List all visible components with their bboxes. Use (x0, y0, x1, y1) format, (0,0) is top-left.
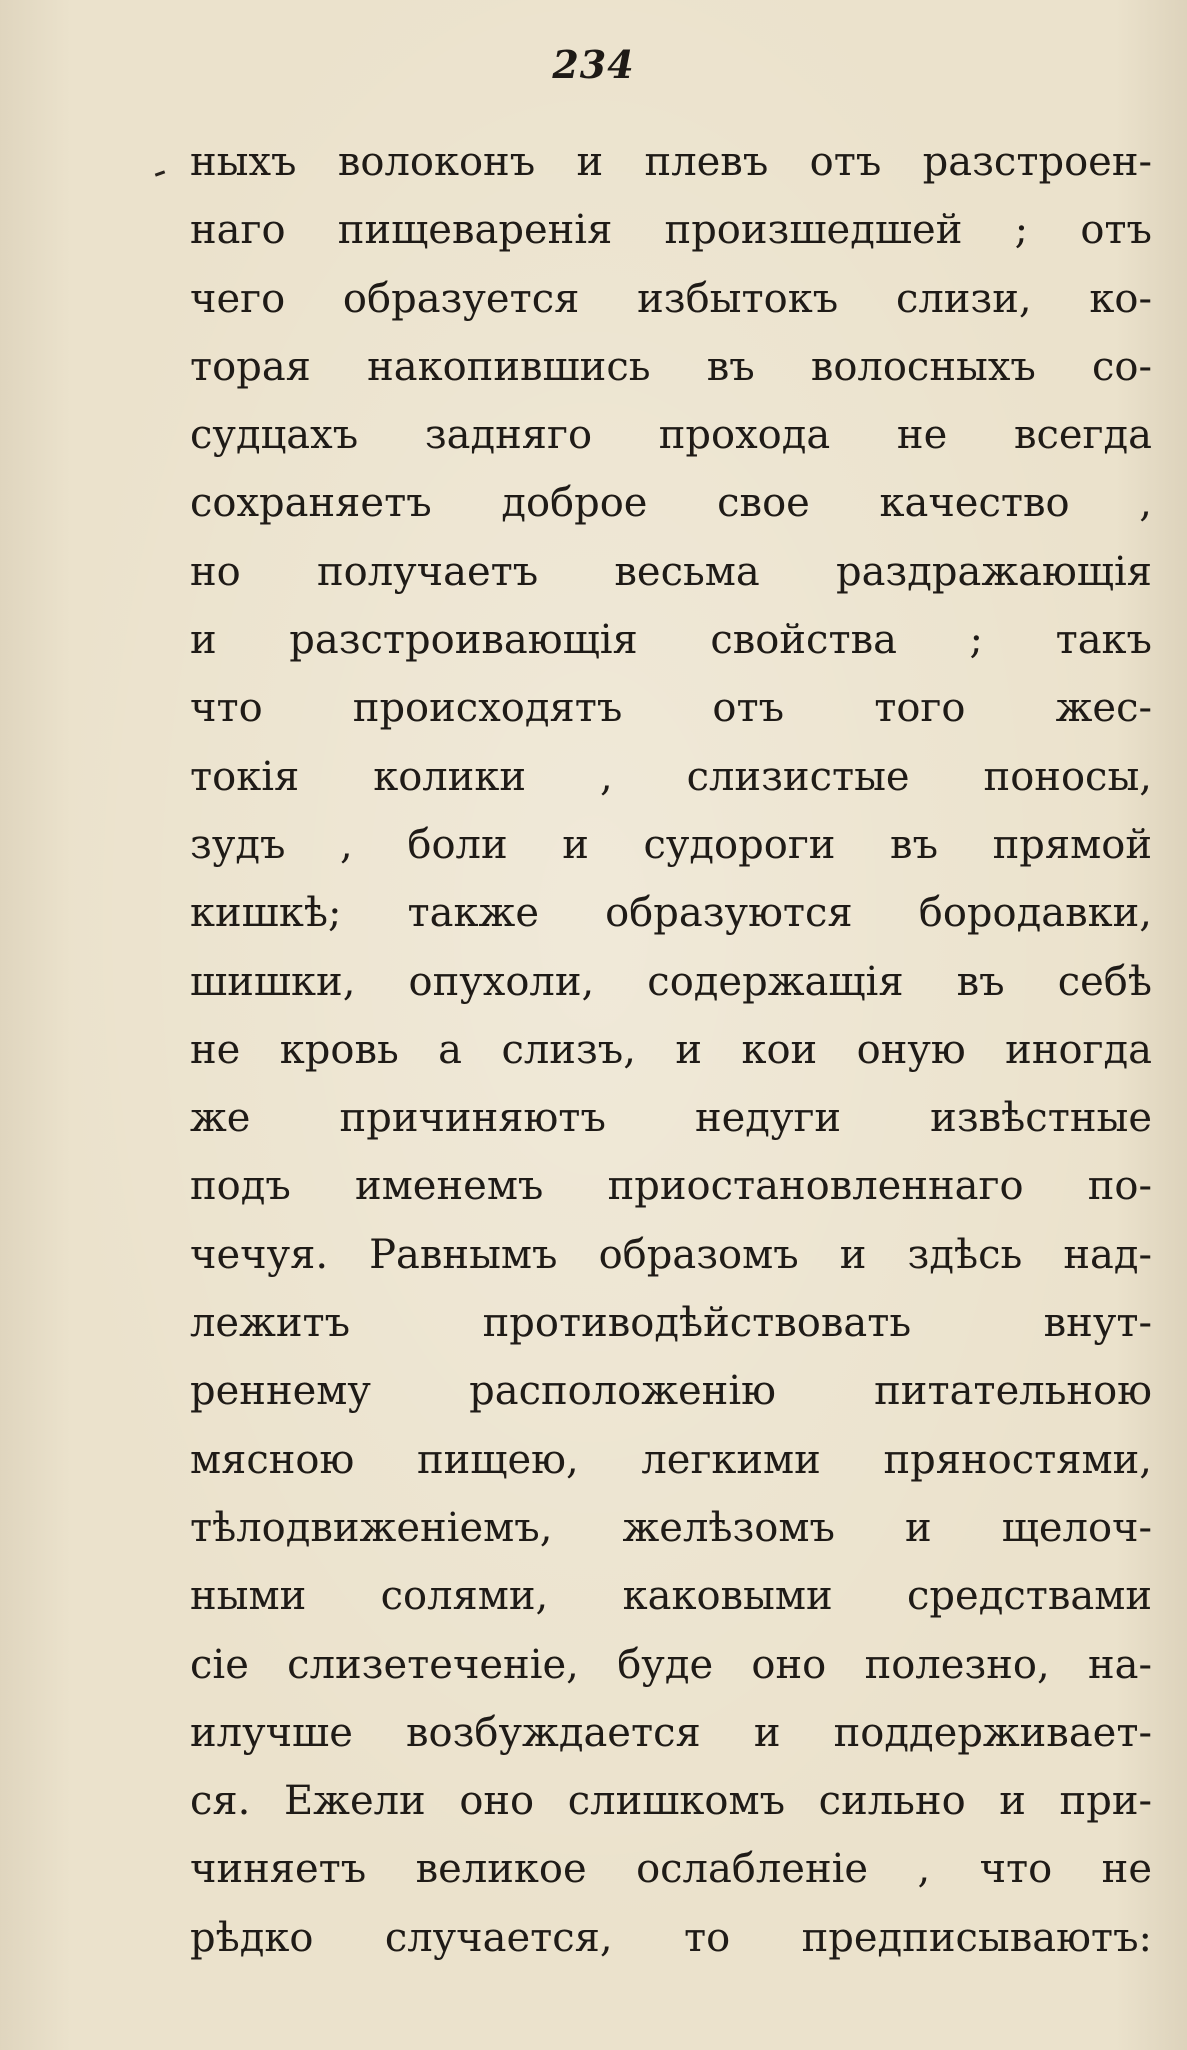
text-line: реннему расположенію питательною (190, 1368, 1152, 1415)
text-line: но получаетъ весьма раздражающія (190, 548, 1152, 595)
text-line: тѣлодвиженіемъ, желѣзомъ и щелоч- (190, 1504, 1152, 1551)
text-line: чиняетъ великое ослабленіе , что не (190, 1846, 1152, 1893)
text-line: мясною пищею, легкими пряностями, (190, 1436, 1152, 1483)
text-line: судцахъ задняго прохода не всегда (190, 412, 1152, 459)
text-line: сохраняетъ доброе свое качество , (190, 480, 1152, 527)
text-line: сіе слизетеченіе, буде оно полезно, на- (190, 1641, 1152, 1688)
text-line: не кровь а слизъ, и кои оную иногда (190, 1026, 1152, 1073)
page-number: 234 (552, 42, 635, 87)
text-line: кишкѣ; также образуются бородавки, (190, 890, 1152, 937)
text-line: илучше возбуждается и поддерживает- (190, 1709, 1152, 1756)
text-line: ными солями, каковыми средствами (190, 1573, 1152, 1620)
margin-mark (155, 170, 165, 176)
text-line: лежитъ противодѣйствовать внут- (190, 1300, 1152, 1347)
text-line: наго пищеваренія произшедшей ; отъ (190, 207, 1152, 254)
text-line: шишки, опухоли, содержащія въ себѣ (190, 958, 1152, 1005)
text-line: подъ именемъ приостановленнаго по- (190, 1163, 1152, 1210)
text-line: торая накопившись въ волосныхъ со- (190, 343, 1152, 390)
text-line: ныхъ волоконъ и плевъ отъ разстроен- (190, 139, 1152, 185)
body-text (190, 128, 1152, 1972)
text-line: чечуя. Равнымъ образомъ и здѣсь над- (190, 1231, 1152, 1278)
text-line: и разстроивающія свойства ; такъ (190, 617, 1152, 664)
text-line: чего образуется избытокъ слизи, ко- (190, 275, 1152, 322)
text-line: рѣдко случается, то предписываютъ: (190, 1914, 1152, 1961)
text-line: же причиняютъ недуги извѣстные (190, 1095, 1152, 1142)
text-line: токія колики , слизистые поносы, (190, 753, 1152, 800)
text-line: что происходятъ отъ того жес- (190, 685, 1152, 732)
text-line: ся. Ежели оно слишкомъ сильно и при- (190, 1778, 1152, 1825)
text-line: зудъ , боли и судороги въ прямой (190, 821, 1152, 868)
